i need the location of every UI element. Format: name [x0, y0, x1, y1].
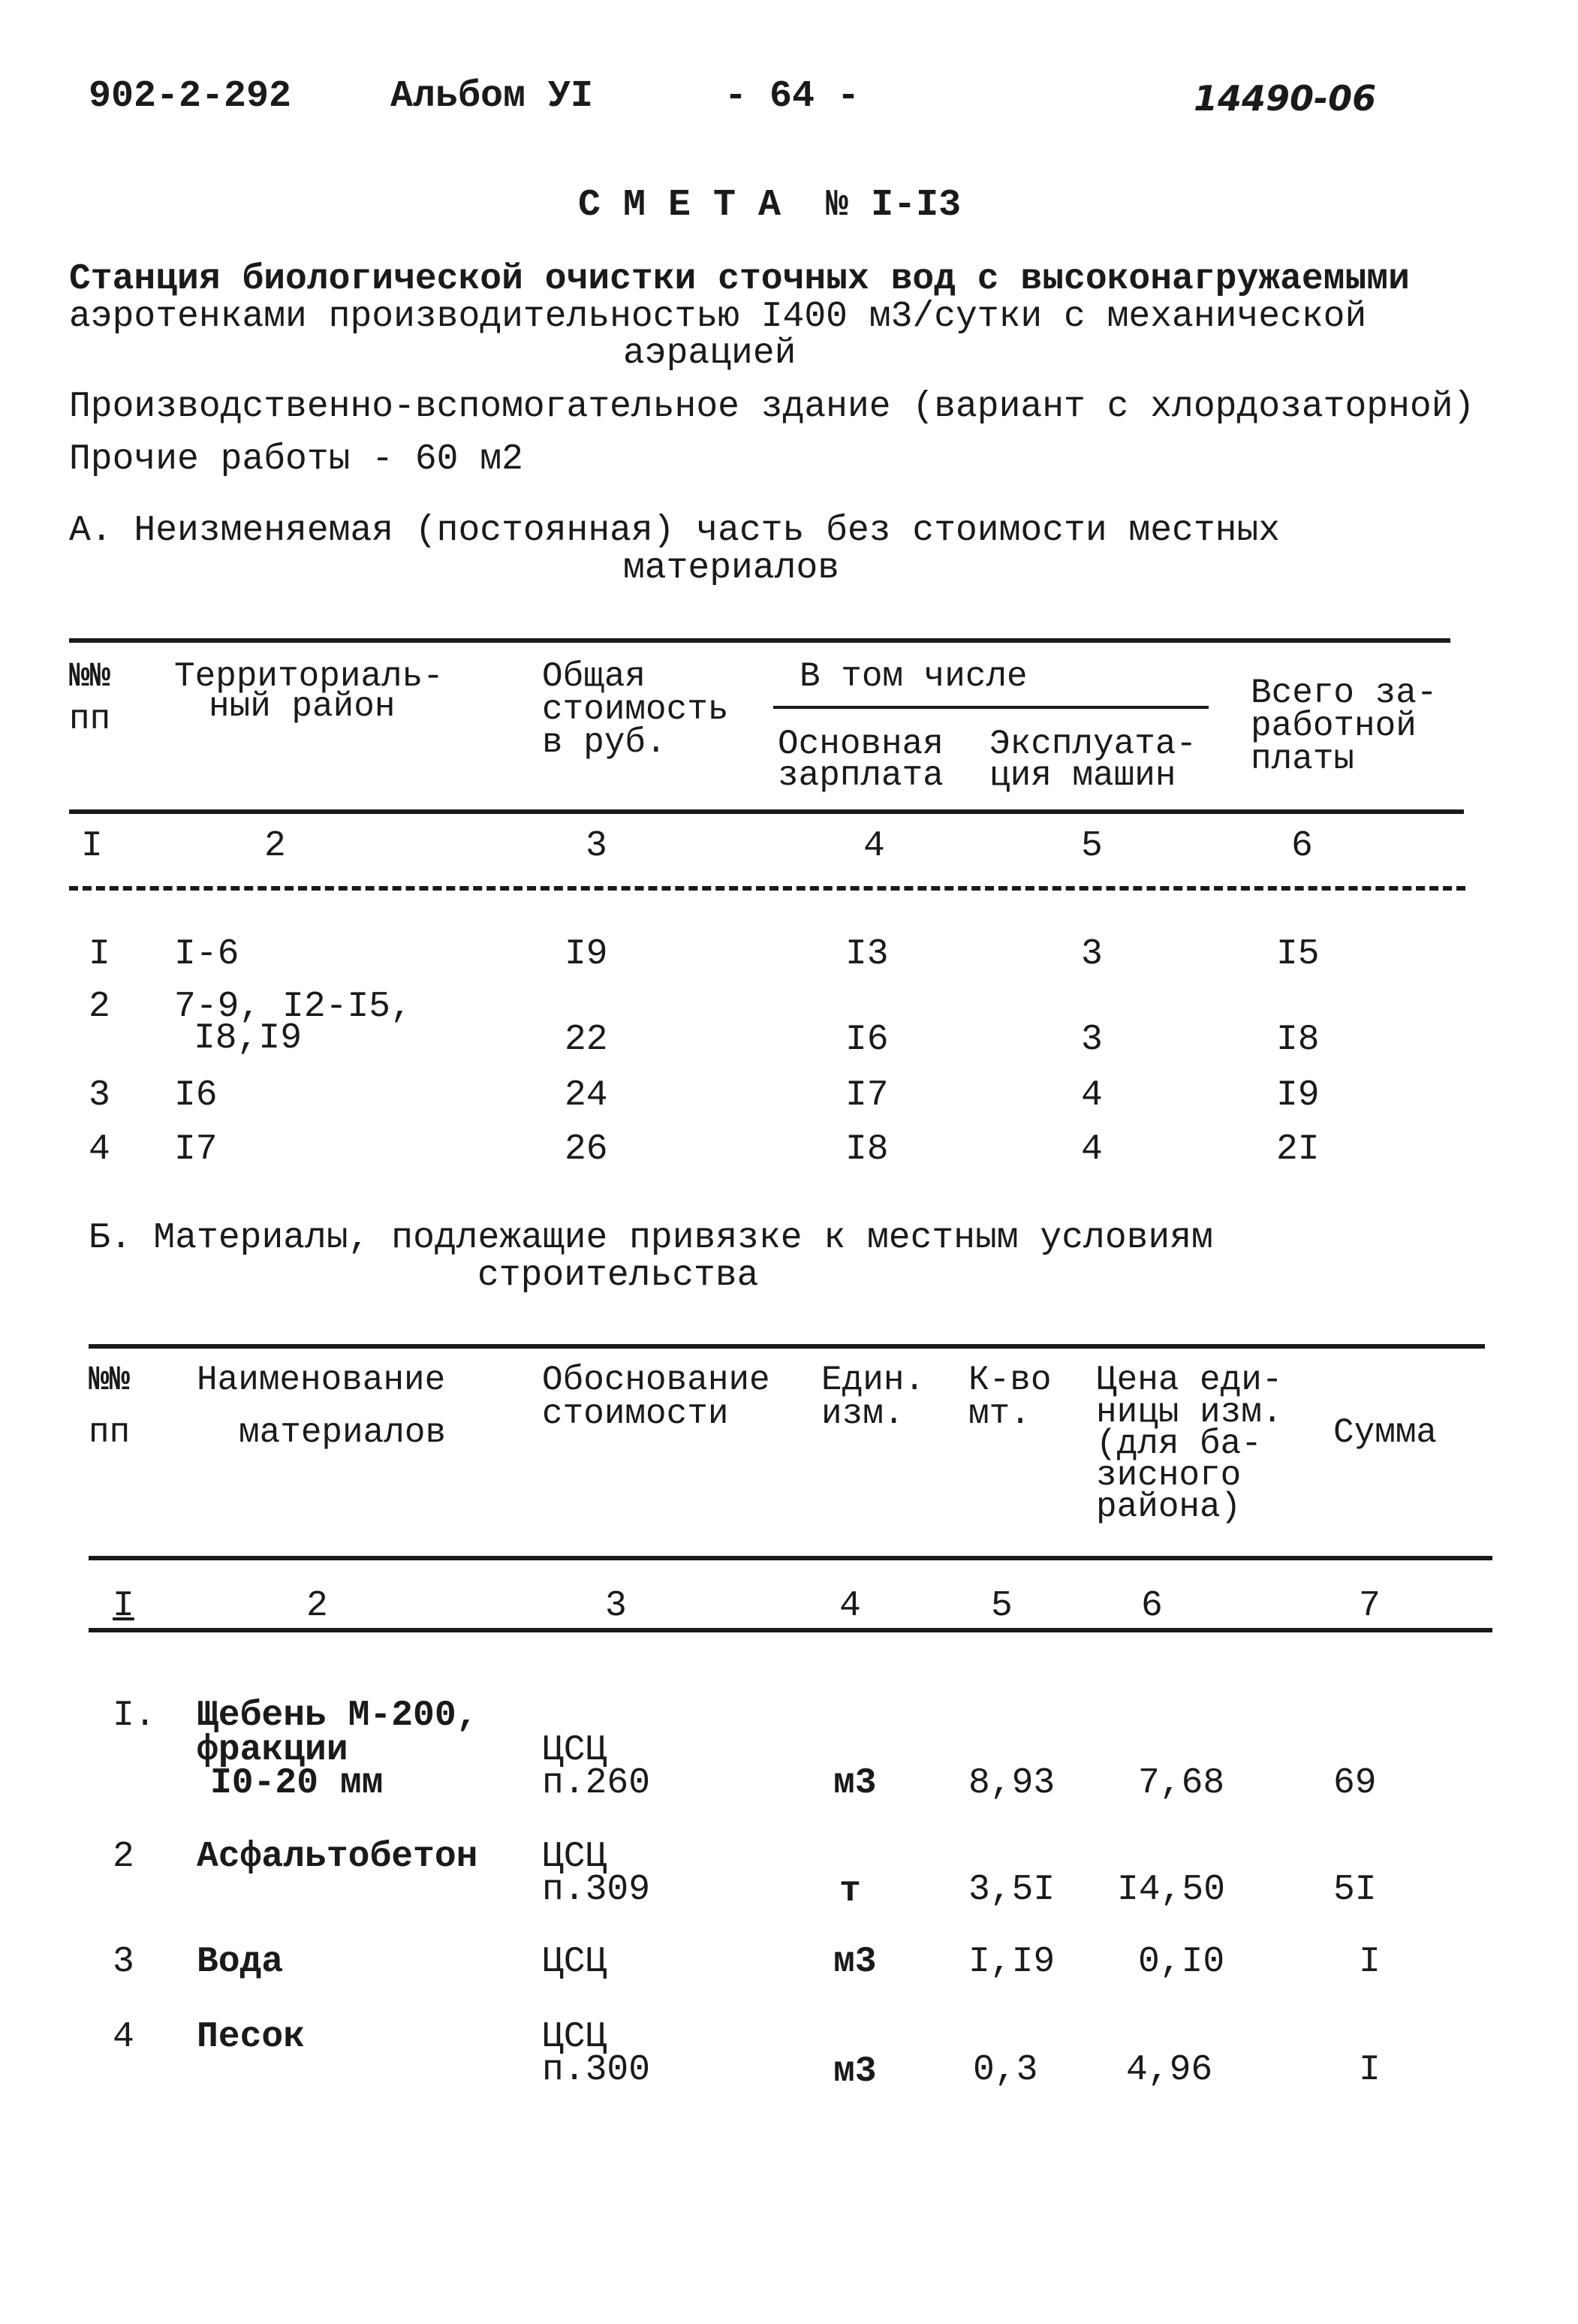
th-price-4: зисного	[1096, 1456, 1242, 1495]
project-code: 902-2-292	[89, 75, 292, 118]
table-row-b-1-name-3: I0-20 мм	[210, 1763, 384, 1804]
table-row-b-3-basis: ЦСЦ	[542, 1942, 607, 1982]
th-num-a-1: №№	[69, 657, 111, 696]
col-num-b-7: 7	[1359, 1586, 1381, 1626]
estimate-title: С М Е Т А № I-I3	[578, 184, 962, 227]
table-row-b-4-qty: 0,3	[973, 2050, 1038, 2090]
table-row-a-1-total: I9	[565, 934, 608, 975]
table-a-dashed-rule	[69, 886, 1465, 891]
table-row-b-2-sum: 5I	[1333, 1870, 1377, 1910]
th-basis-1: Обоснование	[542, 1361, 770, 1400]
works-name: Прочие работы - 60 м2	[69, 439, 523, 480]
description-line-3: аэрацией	[623, 333, 797, 374]
table-row-b-3-qty: I,I9	[968, 1942, 1056, 1982]
album-label: Альбом УI	[390, 75, 594, 118]
col-num-a-3: 3	[586, 826, 607, 867]
table-row-b-4-basis-1: ЦСЦ	[542, 2017, 607, 2057]
table-row-b-2-num: 2	[113, 1837, 134, 1877]
table-row-b-4-price: 4,96	[1126, 2050, 1213, 2090]
th-name-2: материалов	[239, 1413, 447, 1452]
table-row-a-3-total: 24	[565, 1075, 608, 1116]
page-number: - 64 -	[724, 75, 860, 118]
table-row-a-3-region: I6	[174, 1075, 218, 1116]
table-row-b-1-name-2: фракции	[197, 1730, 348, 1771]
table-row-b-2-basis-1: ЦСЦ	[542, 1837, 607, 1877]
table-row-b-4-unit: м3	[833, 2051, 877, 2092]
th-total-salary-3: платы	[1251, 740, 1355, 779]
table-a-header-rule	[69, 809, 1464, 814]
th-salary-2: зарплата	[778, 756, 944, 795]
table-row-a-3-salary: I7	[845, 1075, 889, 1116]
table-row-b-4-num: 4	[113, 2017, 134, 2057]
th-total-1: Общая	[542, 657, 646, 696]
th-price-1: Цена еди-	[1096, 1361, 1283, 1400]
th-total-salary-1: Всего за-	[1251, 674, 1438, 713]
col-num-a-6: 6	[1291, 826, 1313, 867]
table-row-a-2-salary: I6	[845, 1020, 889, 1060]
table-row-a-2-total: 22	[565, 1020, 608, 1060]
th-salary-1: Основная	[778, 725, 944, 764]
description-line-2: аэротенками производительностью I400 м3/сутки с механической	[69, 297, 1367, 337]
table-row-a-4-num: 4	[89, 1129, 110, 1170]
document-number: 14490-06	[1194, 78, 1377, 119]
table-row-b-4-basis-2: п.300	[542, 2050, 651, 2090]
table-row-a-1-region: I-6	[174, 934, 239, 975]
th-unit-1: Един.	[821, 1361, 926, 1400]
th-num-b-2: пп	[89, 1413, 131, 1452]
including-rule	[773, 706, 1209, 709]
table-row-b-1-name-1: Щебень М-200,	[197, 1696, 478, 1736]
col-num-a-5: 5	[1081, 826, 1103, 867]
table-row-a-3-machines: 4	[1081, 1075, 1103, 1116]
section-a-title-cont: материалов	[623, 548, 840, 589]
table-row-b-1-num: I.	[113, 1696, 156, 1736]
table-row-a-4-region: I7	[174, 1129, 218, 1170]
table-row-b-2-price: I4,50	[1117, 1870, 1226, 1910]
table-row-a-1-machines: 3	[1081, 934, 1103, 975]
table-row-b-4-name: Песок	[197, 2017, 306, 2057]
section-a-title: А. Неизменяемая (постоянная) часть без стоимости местных	[69, 511, 1281, 551]
section-b-title-cont: строительства	[477, 1255, 759, 1296]
table-row-b-1-unit: м3	[833, 1763, 877, 1804]
table-row-a-2-region-1: 7-9, I2-I5,	[174, 987, 412, 1027]
table-row-a-4-machines: 4	[1081, 1129, 1103, 1170]
building-name: Производственно-вспомогательное здание (вариант с хлордозаторной)	[69, 387, 1475, 427]
th-name-1: Наименование	[197, 1361, 446, 1400]
table-a-top-rule	[69, 638, 1450, 643]
th-total-salary-2: работной	[1251, 707, 1417, 746]
th-total-3: в руб.	[542, 723, 667, 762]
table-row-a-1-num: I	[89, 934, 110, 975]
table-row-b-1-sum: 69	[1333, 1763, 1377, 1804]
table-row-b-3-sum: I	[1359, 1942, 1381, 1982]
table-row-a-4-total: 26	[565, 1129, 608, 1170]
col-num-b-2: 2	[306, 1586, 328, 1626]
table-row-a-2-region-2: I8,I9	[194, 1018, 303, 1059]
table-row-b-3-unit: м3	[833, 1942, 877, 1982]
th-machines-2: ция машин	[989, 756, 1176, 795]
table-row-b-1-qty: 8,93	[968, 1763, 1056, 1804]
th-region-2: ный район	[209, 687, 396, 726]
th-num-a-2: пп	[69, 700, 111, 739]
table-row-b-2-unit: т	[839, 1871, 861, 1912]
table-row-b-3-num: 3	[113, 1942, 134, 1982]
table-row-a-2-all: I8	[1276, 1020, 1320, 1060]
description-line-1: Станция биологической очистки сточных вод с высоконагружаемыми	[69, 259, 1410, 300]
col-num-b-5: 5	[991, 1586, 1013, 1626]
th-machines-1: Эксплуата-	[989, 725, 1197, 764]
col-num-b-6: 6	[1141, 1586, 1163, 1626]
col-num-a-1: I	[81, 826, 103, 867]
th-qty-1: К-во	[968, 1361, 1052, 1400]
th-including: В том числе	[800, 657, 1028, 696]
table-row-a-3-num: 3	[89, 1075, 110, 1116]
th-price-5: района)	[1096, 1488, 1242, 1527]
th-qty-2: мт.	[968, 1394, 1031, 1433]
table-row-b-4-sum: I	[1359, 2050, 1381, 2090]
table-row-a-4-all: 2I	[1276, 1129, 1320, 1170]
table-row-a-4-salary: I8	[845, 1129, 889, 1170]
col-num-a-2: 2	[264, 826, 286, 867]
th-basis-2: стоимости	[542, 1394, 729, 1433]
table-row-b-2-name: Асфальтобетон	[197, 1837, 478, 1877]
table-row-a-2-num: 2	[89, 987, 110, 1027]
th-price-2: ницы изм.	[1096, 1393, 1283, 1432]
col-num-b-4: 4	[839, 1586, 861, 1626]
table-row-a-3-all: I9	[1276, 1075, 1320, 1116]
table-row-b-3-name: Вода	[197, 1942, 284, 1982]
th-sum: Сумма	[1333, 1413, 1438, 1452]
th-unit-2: изм.	[821, 1394, 905, 1433]
col-num-b-1: I	[113, 1586, 134, 1626]
table-row-a-2-machines: 3	[1081, 1020, 1103, 1060]
table-b-header-rule	[89, 1556, 1492, 1560]
table-row-b-2-qty: 3,5I	[968, 1870, 1056, 1910]
th-num-b-1: №№	[89, 1361, 131, 1400]
table-row-b-1-price: 7,68	[1138, 1763, 1225, 1804]
th-total-2: стоимость	[542, 690, 729, 729]
col-num-a-4: 4	[863, 826, 885, 867]
table-row-a-1-salary: I3	[845, 934, 889, 975]
table-row-a-1-all: I5	[1276, 934, 1320, 975]
th-region-1: Территориаль-	[174, 657, 444, 696]
table-row-b-1-basis-1: ЦСЦ	[542, 1730, 607, 1771]
table-row-b-3-price: 0,I0	[1138, 1942, 1225, 1982]
table-row-b-2-basis-2: п.309	[542, 1870, 651, 1910]
table-b-col-num-rule	[89, 1628, 1492, 1632]
section-b-title: Б. Материалы, подлежащие привязке к местным условиям	[89, 1218, 1213, 1258]
th-price-3: (для ба-	[1096, 1424, 1262, 1463]
col-num-b-3: 3	[605, 1586, 627, 1626]
table-b-top-rule	[89, 1344, 1485, 1349]
table-row-b-1-basis-2: п.260	[542, 1763, 651, 1804]
